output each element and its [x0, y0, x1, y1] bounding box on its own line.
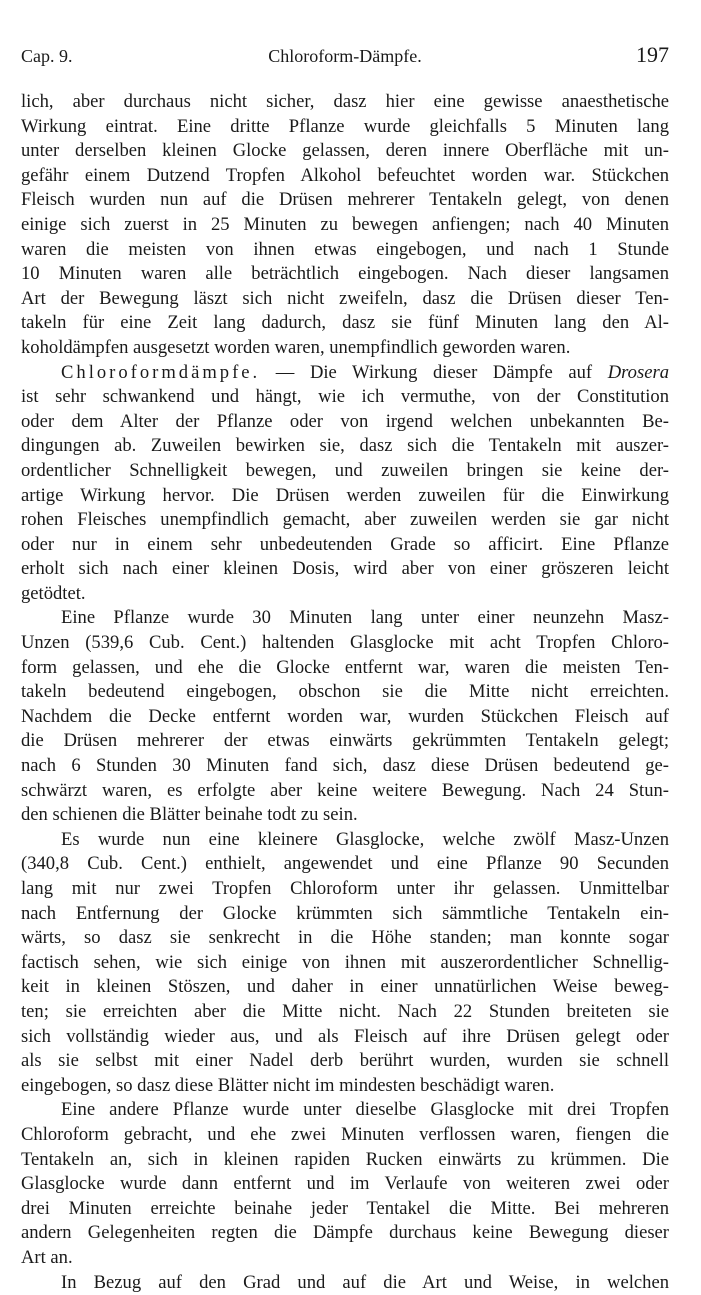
line-text: Glasglocke wurde dann entfernt und im Verlaufe von weiteren zwei oder: [21, 1173, 669, 1194]
line-text: artige Wirkung hervor. Die Drüsen werden zuweilen für die Einwirkung: [21, 485, 669, 506]
text-line: [21, 1123, 669, 1148]
text-line: [21, 262, 669, 287]
text-line: [21, 1221, 669, 1246]
line-text: — Die Wirkung dieser Dämpfe auf: [260, 362, 608, 383]
genus-name: Drosera: [608, 362, 669, 383]
line-text: takeln bedeutend eingebogen, obschon sie die Mitte nicht erreichten.: [21, 681, 669, 702]
text-line: [21, 1049, 669, 1074]
text-line: [21, 287, 669, 312]
text-line: [21, 336, 669, 361]
text-line: [21, 459, 669, 484]
line-text: ordentlicher Schnelligkeit bewegen, und zuweilen bringen sie keine der-: [21, 460, 669, 481]
text-line: [21, 779, 669, 804]
text-line: [21, 877, 669, 902]
line-text: In Bezug auf den Grad und auf die Art und Weise, in welchen: [61, 1272, 669, 1293]
text-line: [21, 975, 669, 1000]
text-line: [21, 951, 669, 976]
book-page: [21, 0, 669, 1200]
line-text: gefähr einem Dutzend Tropfen Alkohol befeuchtet worden war. Stückchen: [21, 165, 669, 186]
running-header: [21, 44, 669, 74]
line-text: Tentakeln an, sich in kleinen rapiden Rucken einwärts zu krümmen. Die: [21, 1149, 669, 1170]
line-text: Es wurde nun eine kleinere Glasglocke, welche zwölf Masz-Unzen: [61, 829, 669, 850]
line-text: 10 Minuten waren alle beträchtlich eingebogen. Nach dieser langsamen: [21, 263, 669, 284]
line-text: oder dem Alter der Pflanze oder von irgend welchen unbekannten Be-: [21, 411, 669, 432]
line-text: lang mit nur zwei Tropfen Chloroform unter ihr gelassen. Unmittelbar: [21, 878, 669, 899]
line-text: getödtet.: [21, 583, 86, 604]
line-text: schwärzt waren, es erfolgte aber keine weitere Bewegung. Nach 24 Stun-: [21, 780, 669, 801]
text-line: [21, 508, 669, 533]
text-line: [21, 1246, 669, 1271]
line-text: factisch sehen, wie sich einige von ihnen mit auszerordentlicher Schnellig-: [21, 952, 669, 973]
line-text: Unzen (539,6 Cub. Cent.) haltenden Glasglocke mit acht Tropfen Chloro-: [21, 632, 669, 653]
line-text: den schienen die Blätter beinahe todt zu sein.: [21, 804, 358, 825]
text-line: [21, 1025, 669, 1050]
line-text: als sie selbst mit einer Nadel derb berührt wurden, wurden sie schnell: [21, 1050, 669, 1071]
text-line: [21, 1271, 669, 1295]
line-text: Eine Pflanze wurde 30 Minuten lang unter einer neunzehn Masz-: [61, 607, 669, 628]
line-text: takeln für eine Zeit lang dadurch, dasz sie fünf Minuten lang den Al-: [21, 312, 669, 333]
line-text: form gelassen, und ehe die Glocke entfernt war, waren die meisten Ten-: [21, 657, 669, 678]
line-text: Eine andere Pflanze wurde unter dieselbe Glasglocke mit drei Tropfen: [61, 1099, 669, 1120]
line-text: sich vollständig wieder aus, und als Fleisch auf ihre Drüsen gelegt oder: [21, 1026, 669, 1047]
text-line: [21, 680, 669, 705]
text-line: [21, 729, 669, 754]
line-text: dingungen ab. Zuweilen bewirken sie, dasz sich die Tentakeln mit auszer-: [21, 435, 669, 456]
line-text: koholdämpfen ausgesetzt worden waren, unempfindlich geworden waren.: [21, 337, 570, 358]
line-text: unter derselben kleinen Glocke gelassen, deren innere Oberfläche mit un-: [21, 140, 669, 161]
text-line: [21, 828, 669, 853]
text-line: [21, 434, 669, 459]
line-text: (340,8 Cub. Cent.) enthielt, angewendet und eine Pflanze 90 Secunden: [21, 853, 669, 874]
text-line: [21, 705, 669, 730]
text-line: [21, 484, 669, 509]
text-line: [21, 1172, 669, 1197]
line-text: ist sehr schwankend und hängt, wie ich vermuthe, von der Constitution: [21, 386, 669, 407]
line-text: erholt sich nach einer kleinen Dosis, wird aber von einer gröszeren leicht: [21, 558, 669, 579]
line-text: keit in kleinen Stöszen, und daher in einer unnatürlichen Weise beweg-: [21, 976, 669, 997]
line-text: Art an.: [21, 1247, 73, 1268]
chapter-label: Cap. 9.: [21, 46, 73, 67]
text-line: [21, 410, 669, 435]
line-text: Chloroform gebracht, und ehe zwei Minuten verflossen waren, fiengen die: [21, 1124, 669, 1145]
line-text: oder nur in einem sehr unbedeutenden Grade so afficirt. Eine Pflanze: [21, 534, 669, 555]
line-text: Fleisch wurden nun auf die Drüsen mehrerer Tentakeln gelegt, von denen: [21, 189, 669, 210]
text-line: [21, 139, 669, 164]
text-line: [21, 1098, 669, 1123]
text-line: [21, 1197, 669, 1222]
text-line: [21, 803, 669, 828]
text-line: [21, 926, 669, 951]
text-line: [21, 582, 669, 607]
text-line: [21, 1148, 669, 1173]
text-line: [21, 1000, 669, 1025]
body-text: [21, 90, 669, 1295]
line-text: drei Minuten erreichte beinahe jeder Tentakel die Mitte. Bei mehreren: [21, 1198, 669, 1219]
line-text: Nachdem die Decke entfernt worden war, wurden Stückchen Fleisch auf: [21, 706, 669, 727]
text-line: [21, 557, 669, 582]
text-line: [21, 902, 669, 927]
line-text: Wirkung eintrat. Eine dritte Pflanze wurde gleichfalls 5 Minuten lang: [21, 116, 669, 137]
text-line: [21, 533, 669, 558]
text-line: [21, 754, 669, 779]
text-line: [21, 606, 669, 631]
line-text: lich, aber durchaus nicht sicher, dasz hier eine gewisse anaesthetische: [21, 91, 669, 112]
line-text: Art der Bewegung läszt sich nicht zweifeln, dasz die Drüsen dieser Ten-: [21, 288, 669, 309]
line-text: andern Gelegenheiten regten die Dämpfe durchaus keine Bewegung dieser: [21, 1222, 669, 1243]
text-line: [21, 852, 669, 877]
line-text: nach 6 Stunden 30 Minuten fand sich, dasz diese Drüsen bedeutend ge-: [21, 755, 669, 776]
line-text: nach Entfernung der Glocke krümmten sich sämmtliche Tentakeln ein-: [21, 903, 669, 924]
text-line: [21, 164, 669, 189]
line-text: eingebogen, so dasz diese Blätter nicht im mindesten beschädigt waren.: [21, 1075, 554, 1096]
text-line: [21, 188, 669, 213]
text-line: [21, 90, 669, 115]
text-line: [21, 238, 669, 263]
line-text: ten; sie erreichten aber die Mitte nicht. Nach 22 Stunden breiteten sie: [21, 1001, 669, 1022]
line-text: wärts, so dasz sie senkrecht in die Höhe standen; man konnte sogar: [21, 927, 669, 948]
line-text: die Drüsen mehrerer der etwas einwärts gekrümmten Tentakeln gelegt;: [21, 730, 669, 751]
text-line: [21, 1074, 669, 1099]
text-line: [21, 385, 669, 410]
text-line: [21, 361, 669, 386]
page-number: 197: [636, 42, 669, 68]
line-text: waren die meisten von ihnen etwas eingebogen, und nach 1 Stunde: [21, 239, 669, 260]
section-heading: Chloroformdämpfe.: [61, 362, 260, 383]
text-line: [21, 631, 669, 656]
running-title: Chloroform-Dämpfe.: [21, 46, 669, 67]
text-line: [21, 656, 669, 681]
text-line: [21, 115, 669, 140]
text-line: [21, 213, 669, 238]
text-line: [21, 311, 669, 336]
line-text: rohen Fleisches unempfindlich gemacht, aber zuweilen werden sie gar nicht: [21, 509, 669, 530]
line-text: einige sich zuerst in 25 Minuten zu bewegen anfiengen; nach 40 Minuten: [21, 214, 669, 235]
